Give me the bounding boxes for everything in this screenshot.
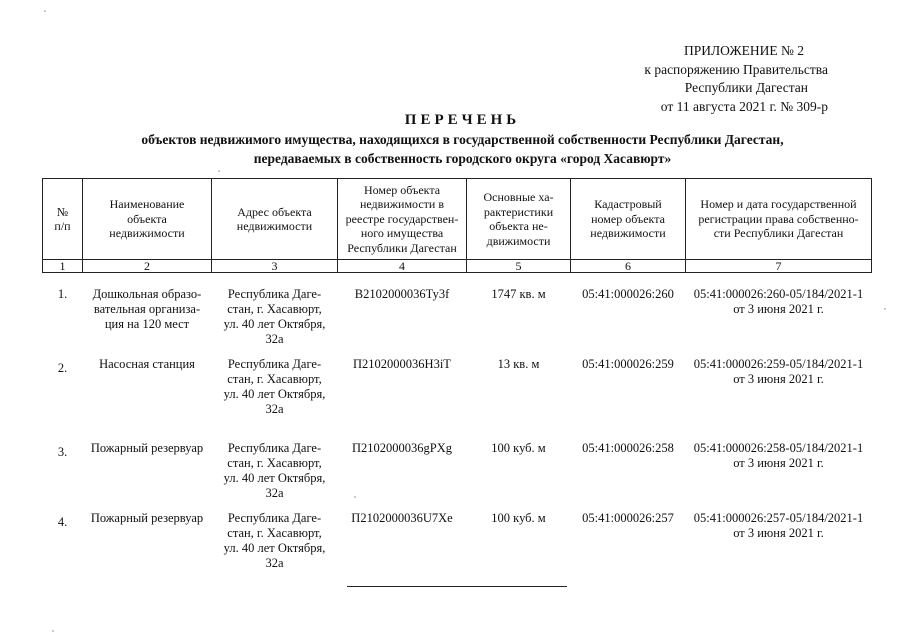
- header-line: ного имущества: [360, 226, 444, 241]
- text-line: Пожарный резервуар: [90, 510, 204, 525]
- appendix-block: [644, 42, 828, 116]
- scan-speck: [354, 496, 356, 498]
- text-line: ул. 40 лет Октября,: [223, 540, 326, 555]
- object-address: [212, 511, 338, 583]
- text-line: 05:41:000026:259-05/184/2021-1: [693, 356, 864, 371]
- table-row: [43, 511, 872, 583]
- header-line: регистрации права собственно-: [698, 211, 859, 226]
- text-line: ул. 40 лет Октября,: [223, 386, 326, 401]
- header-cell-characteristics: [467, 179, 571, 260]
- text-line: Пожарный резервуар: [90, 440, 204, 455]
- header-line: Номер и дата государственной: [700, 197, 857, 212]
- row-spacer: [43, 429, 872, 441]
- column-number: 1: [43, 260, 83, 273]
- text-line: Насосная станция: [99, 356, 195, 371]
- column-number-row: [43, 260, 872, 273]
- text-line: ул. 40 лет Октября,: [223, 317, 326, 331]
- row-number: 4.: [57, 514, 68, 529]
- table-row: [43, 273, 872, 357]
- text-line: от 3 июня 2021 г.: [733, 525, 824, 540]
- text-line: вательная организа-: [93, 302, 201, 316]
- appendix-line-3: Республики Дагестан: [684, 80, 808, 95]
- header-line: рактеристики: [483, 204, 554, 219]
- registry-number: П2102000036gPXg: [351, 440, 452, 455]
- header-line: Кадастровый: [594, 197, 662, 212]
- object-name: [83, 357, 212, 429]
- text-line: стан, г. Хасавюрт,: [227, 302, 322, 316]
- registry-number: П2102000036U7Хе: [351, 510, 453, 525]
- text-line: Республика Даге-: [227, 287, 322, 301]
- text-line: стан, г. Хасавюрт,: [227, 525, 322, 540]
- table-row: [43, 441, 872, 511]
- column-number: 3: [212, 260, 338, 273]
- registry-number: В2102000036Ту3f: [354, 287, 450, 301]
- header-cell-address: [212, 179, 338, 260]
- column-number: 4: [338, 260, 467, 273]
- closing-separator-line: [347, 586, 567, 587]
- document-subtitle-line-2: передаваемых в собственность городского округа «город Хасавюрт»: [253, 150, 672, 166]
- row-number: 1.: [57, 287, 68, 301]
- header-cell-name: [83, 179, 212, 260]
- cadastral-number: 05:41:000026:259: [582, 356, 674, 371]
- header-line: номер объекта: [591, 211, 665, 226]
- header-line: движимости: [486, 233, 551, 248]
- object-address: [212, 441, 338, 511]
- header-cell-registration: [686, 179, 872, 260]
- table-header-row: [43, 179, 872, 260]
- registration-record: [686, 441, 872, 511]
- header-line: п/п: [54, 219, 71, 233]
- row-number: 2.: [57, 360, 68, 375]
- header-line: объекта не-: [489, 219, 548, 233]
- object-name: [83, 511, 212, 583]
- header-line: недвижимости: [590, 226, 666, 241]
- header-line: Основные ха-: [483, 190, 554, 204]
- characteristics: 100 куб. м: [491, 510, 546, 525]
- document-subtitle-line-1: объектов недвижимого имущества, находящихся в государственной собственности Республики Дагестан,: [141, 132, 784, 147]
- text-line: Дошкольная образо-: [92, 287, 202, 301]
- text-line: от 3 июня 2021 г.: [733, 455, 824, 470]
- property-table: [42, 178, 872, 583]
- document-heading: ПЕРЕЧЕНЬ: [404, 112, 521, 128]
- text-line: 32а: [265, 401, 284, 416]
- characteristics: 13 кв. м: [497, 356, 540, 371]
- header-line: Республики Дагестан: [347, 240, 457, 255]
- text-line: 05:41:000026:258-05/184/2021-1: [693, 440, 864, 455]
- text-line: Республика Даге-: [227, 510, 322, 525]
- header-line: недвижимости: [236, 219, 313, 233]
- scan-speck: [884, 308, 886, 310]
- text-line: ул. 40 лет Октября,: [223, 470, 326, 485]
- header-line: недвижимости в: [359, 197, 445, 212]
- scan-speck: [218, 170, 220, 172]
- header-line: недвижимости: [109, 226, 185, 241]
- header-line: Наименование: [109, 197, 185, 212]
- characteristics: 1747 кв. м: [491, 287, 546, 301]
- header-line: Адрес объекта: [237, 204, 312, 219]
- text-line: стан, г. Хасавюрт,: [227, 455, 322, 470]
- registration-record: [686, 357, 872, 429]
- text-line: ция на 120 мест: [104, 317, 190, 331]
- text-line: от 3 июня 2021 г.: [733, 371, 824, 386]
- cadastral-number: 05:41:000026:258: [582, 440, 674, 455]
- characteristics: 100 куб. м: [491, 440, 546, 455]
- object-address: [212, 357, 338, 429]
- text-line: стан, г. Хасавюрт,: [227, 371, 322, 386]
- object-address: [212, 273, 338, 357]
- column-number: 2: [83, 260, 212, 273]
- registry-number: П2102000036Н3iТ: [353, 356, 451, 371]
- column-number: 5: [467, 260, 571, 273]
- cadastral-number: 05:41:000026:257: [582, 510, 674, 525]
- cadastral-number: 05:41:000026:260: [582, 287, 674, 301]
- table-row: [43, 357, 872, 429]
- object-name: [83, 441, 212, 511]
- header-line: реестре государствен-: [345, 211, 459, 226]
- scan-speck: [52, 630, 54, 632]
- appendix-title: ПРИЛОЖЕНИЕ № 2: [683, 43, 804, 58]
- text-line: 05:41:000026:257-05/184/2021-1: [693, 510, 864, 525]
- registration-record: [686, 273, 872, 357]
- text-line: 32а: [265, 485, 284, 500]
- header-cell-number: [43, 179, 83, 260]
- header-line: объекта: [127, 211, 167, 226]
- header-cell-registry: [338, 179, 467, 260]
- header-line: сти Республики Дагестан: [713, 226, 844, 241]
- text-line: от 3 июня 2021 г.: [733, 302, 824, 316]
- text-line: 32а: [265, 332, 284, 346]
- text-line: Республика Даге-: [227, 440, 322, 455]
- column-number: 7: [686, 260, 872, 273]
- row-number: 3.: [57, 444, 68, 459]
- registration-record: [686, 511, 872, 583]
- header-line: Номер объекта: [363, 182, 441, 197]
- object-name: [83, 273, 212, 357]
- document-title-block: [0, 112, 905, 168]
- scan-speck: [44, 10, 46, 12]
- header-line: №: [56, 204, 69, 219]
- column-number: 6: [571, 260, 686, 273]
- text-line: 05:41:000026:260-05/184/2021-1: [693, 287, 864, 301]
- appendix-line-4: от 11 августа 2021 г. № 309-р: [660, 98, 828, 114]
- text-line: 32а: [265, 555, 284, 570]
- text-line: Республика Даге-: [227, 356, 322, 371]
- appendix-line-2: к распоряжению Правительства: [644, 61, 828, 77]
- header-cell-cadastral: [571, 179, 686, 260]
